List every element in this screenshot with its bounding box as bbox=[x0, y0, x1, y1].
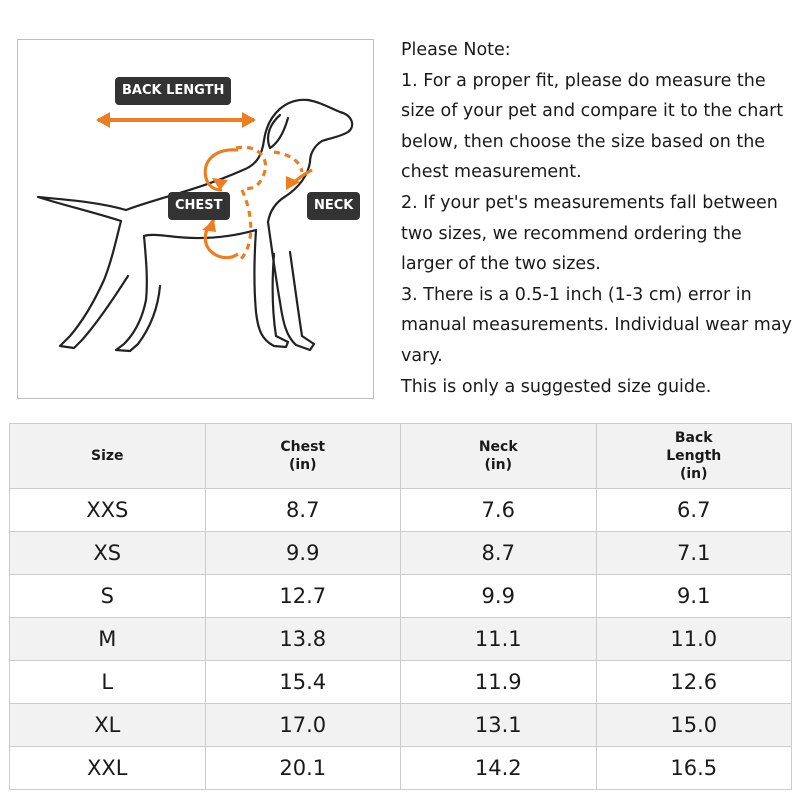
note-heading: Please Note: bbox=[401, 40, 511, 60]
cell-chest: 20.1 bbox=[205, 747, 401, 790]
cell-size: S bbox=[10, 575, 206, 618]
cell-back-length: 7.1 bbox=[596, 532, 792, 575]
note-item-2: 2. If your pet's measurements fall between two sizes, we recommend ordering the larger of the two sizes. bbox=[401, 192, 778, 275]
cell-neck: 9.9 bbox=[401, 575, 597, 618]
cell-chest: 15.4 bbox=[205, 661, 401, 704]
table-row bbox=[10, 575, 792, 618]
header-neck: Neck (in) bbox=[401, 424, 597, 489]
table-header-row bbox=[10, 424, 792, 489]
note-item-3: 3. There is a 0.5-1 inch (1-3 cm) error in manual measurements. Individual wear may vary. bbox=[401, 284, 792, 366]
cell-chest: 9.9 bbox=[205, 532, 401, 575]
cell-chest: 13.8 bbox=[205, 618, 401, 661]
cell-size: XXL bbox=[10, 747, 206, 790]
table-row bbox=[10, 747, 792, 790]
cell-back-length: 9.1 bbox=[596, 575, 792, 618]
header-chest: Chest (in) bbox=[205, 424, 401, 489]
cell-back-length: 15.0 bbox=[596, 704, 792, 747]
table-row bbox=[10, 704, 792, 747]
cell-neck: 13.1 bbox=[401, 704, 597, 747]
header-back-length: Back Length (in) bbox=[596, 424, 792, 489]
cell-size: XXS bbox=[10, 489, 206, 532]
cell-chest: 8.7 bbox=[205, 489, 401, 532]
cell-neck: 11.1 bbox=[401, 618, 597, 661]
back-length-label: BACK LENGTH bbox=[115, 77, 231, 105]
table-row bbox=[10, 489, 792, 532]
dog-outline bbox=[38, 100, 352, 351]
cell-chest: 12.7 bbox=[205, 575, 401, 618]
cell-back-length: 6.7 bbox=[596, 489, 792, 532]
cell-neck: 14.2 bbox=[401, 747, 597, 790]
size-note bbox=[401, 35, 793, 402]
cell-neck: 8.7 bbox=[401, 532, 597, 575]
cell-size: L bbox=[10, 661, 206, 704]
table-row bbox=[10, 618, 792, 661]
table-row bbox=[10, 532, 792, 575]
table-row bbox=[10, 661, 792, 704]
neck-label: NECK bbox=[307, 192, 360, 220]
cell-neck: 7.6 bbox=[401, 489, 597, 532]
note-footer: This is only a suggested size guide. bbox=[401, 376, 712, 397]
note-item-1: 1. For a proper fit, please do measure the size of your pet and compare it to the chart below, then choose the size based on the chest measurement. bbox=[401, 70, 784, 183]
measurement-diagram bbox=[17, 39, 374, 399]
cell-back-length: 12.6 bbox=[596, 661, 792, 704]
chest-label: CHEST bbox=[168, 192, 230, 220]
header-size: Size bbox=[10, 424, 206, 489]
cell-size: XL bbox=[10, 704, 206, 747]
cell-size: M bbox=[10, 618, 206, 661]
cell-back-length: 16.5 bbox=[596, 747, 792, 790]
cell-size: XS bbox=[10, 532, 206, 575]
cell-neck: 11.9 bbox=[401, 661, 597, 704]
size-chart-table bbox=[9, 423, 792, 790]
cell-chest: 17.0 bbox=[205, 704, 401, 747]
cell-back-length: 11.0 bbox=[596, 618, 792, 661]
